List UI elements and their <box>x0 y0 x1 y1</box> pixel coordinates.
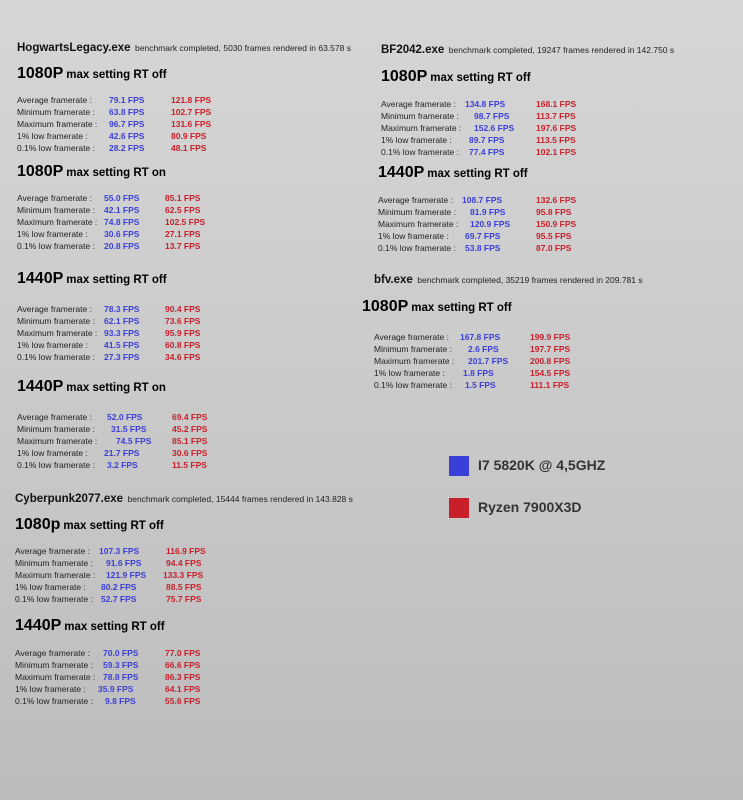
section-1440p-rt-off: 1440P max setting RT off Average framerate : 78.3 FPS 90.4 FPS Minimum framerate : 62.1 FPS 73.6 FPS Maximum framerate : 93.3 FPS 95.9 FPS 1% low framerate : 41.5 FPS 60.8 FPS 0.1% low framerate : 27.3 FPS 34.6 FPS <box>17 270 201 362</box>
game-header <box>381 40 674 58</box>
exe-name: BF2042.exe <box>381 44 445 56</box>
legend-label: Ryzen 7900X3D <box>478 499 582 515</box>
benchmark-note: benchmark completed, 5030 frames rendered in 63.578 s <box>135 43 351 53</box>
exe-name: bfv.exe <box>374 274 413 286</box>
section-title: 1440P max setting RT off <box>17 270 167 287</box>
game-block-cyberpunk2077 <box>15 489 353 706</box>
section-1080p-rt-off <box>362 298 512 316</box>
legend-swatch-blue <box>449 456 469 476</box>
game-header <box>15 489 353 507</box>
section-title: 1440P max setting RT off <box>378 164 528 181</box>
section-title: 1440P max setting RT off <box>15 617 165 634</box>
game-header <box>17 38 351 56</box>
game-block-bfv: bfv.exe benchmark completed, 35219 frames rendered in 209.781 s 1080P max setting RT off Average framerate : 167.8 FPS 199.9 FPS Minimum framerate : 2.6 FPS 197.7 FPS Maximum framerate : 201.7 FPS 200.8 FPS 1% low framerate : 1.8 FPS 154.5 FPS 0.1% low framerate : 1.5 FPS 111.1 FPS <box>374 270 643 288</box>
section-title: 1080P max setting RT off <box>381 68 531 85</box>
section-1080p-rt-off: 1080p max setting RT off Average framerate : 107.3 FPS 116.9 FPS Minimum framerate : 91.6 FPS 94.4 FPS Maximum framerate : 121.9 FPS 133.3 FPS 1% low framerate : 80.2 FPS 88.5 FPS 0.1% low framerate : 52.7 FPS 75.7 FPS <box>15 516 206 604</box>
section-title: 1080P max setting RT off <box>362 298 512 315</box>
section-1080p-rt-on: 1080P max setting RT on Average framerate : 55.0 FPS 85.1 FPS Minimum framerate : 42.1 FPS 62.5 FPS Maximum framerate : 74.8 FPS 102.5 FPS 1% low framerate : 30.6 FPS 27.1 FPS 0.1% low framerate : 20.8 FPS 13.7 FPS <box>17 163 206 251</box>
section-title: 1080P max setting RT off <box>17 65 167 82</box>
section-1440p-rt-off: 1440P max setting RT off Average framerate : 108.7 FPS 132.6 FPS Minimum framerate : 81.9 FPS 95.8 FPS Maximum framerate : 120.9 FPS 150.9 FPS 1% low framerate : 69.7 FPS 95.5 FPS 0.1% low framerate : 53.8 FPS 87.0 FPS <box>378 164 577 253</box>
section-title: 1080P max setting RT on <box>17 163 166 180</box>
legend-label: I7 5820K @ 4,5GHZ <box>478 457 606 473</box>
section-1080p-rt-off: 1080P max setting RT off Average framerate : 134.8 FPS 168.1 FPS Minimum framerate : 98.7 FPS 113.7 FPS Maximum framerate : 152.6 FPS 197.6 FPS 1% low framerate : 89.7 FPS 113.5 FPS 0.1% low framerate : 77.4 FPS 102.1 FPS <box>381 68 577 157</box>
game-header <box>374 270 643 288</box>
benchmark-note: benchmark completed, 35219 frames rendered in 209.781 s <box>417 275 643 285</box>
section-1440p-rt-off: 1440P max setting RT off Average framerate : 70.0 FPS 77.0 FPS Minimum framerate : 59.3 FPS 66.6 FPS Maximum framerate : 78.8 FPS 86.3 FPS 1% low framerate : 35.9 FPS 64.1 FPS 0.1% low framerate : 9.8 FPS 55.6 FPS <box>15 617 201 706</box>
section-1440p-rt-on: 1440P max setting RT on Average framerate : 52.0 FPS 69.4 FPS Minimum framerate : 31.5 FPS 45.2 FPS Maximum framerate : 74.5 FPS 85.1 FPS 1% low framerate : 21.7 FPS 30.6 FPS 0.1% low framerate : 3.2 FPS 11.5 FPS <box>17 378 208 470</box>
exe-name: Cyberpunk2077.exe <box>15 493 124 505</box>
exe-name: HogwartsLegacy.exe <box>17 42 131 54</box>
benchmark-note: benchmark completed, 19247 frames rendered in 142.750 s <box>448 45 675 55</box>
legend-swatch-red <box>449 498 469 518</box>
game-block-hogwartslegacy <box>17 38 351 470</box>
game-block-bf2042 <box>378 40 675 253</box>
section-title: 1440P max setting RT on <box>17 378 166 395</box>
section-1080p-rt-off: 1080P max setting RT off Average framerate : 79.1 FPS 121.8 FPS Minimum framerate : 63.8 FPS 102.7 FPS Maximum framerate : 96.7 FPS 131.6 FPS 1% low framerate : 42.6 FPS 80.9 FPS 0.1% low framerate : 28.2 FPS 48.1 FPS <box>17 65 212 153</box>
benchmark-note: benchmark completed, 15444 frames rendered in 143.828 s <box>127 494 353 504</box>
section-title: 1080p max setting RT off <box>15 516 164 533</box>
